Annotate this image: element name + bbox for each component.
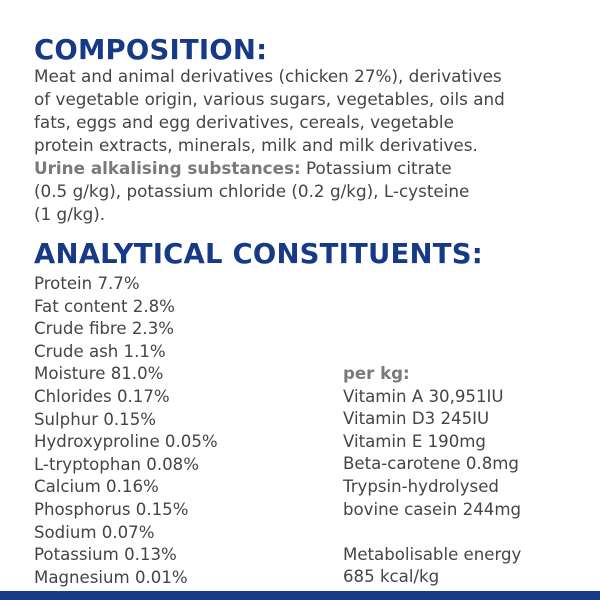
per-kg-item: Vitamin A 30,951IU: [343, 386, 504, 406]
composition-heading: COMPOSITION:: [34, 34, 268, 66]
constituent-item: Calcium 0.16%: [34, 477, 159, 497]
per-kg-item: Vitamin D3 245IU: [343, 409, 490, 429]
constituent-item: Crude ash 1.1%: [34, 341, 166, 361]
composition-line: of vegetable origin, various sugars, vegetables, oils and: [34, 89, 505, 109]
urine-alkalising-first: Potassium citrate: [300, 158, 452, 178]
composition-line: protein extracts, minerals, milk and milk derivatives.: [34, 135, 478, 155]
composition-line: Meat and animal derivatives (chicken 27%), derivatives: [34, 66, 502, 86]
constituent-item: Crude fibre 2.3%: [34, 319, 175, 339]
constituent-item: L-tryptophan 0.08%: [34, 454, 200, 474]
constituent-item: Protein 7.7%: [34, 274, 140, 293]
per-kg-list: [343, 363, 521, 589]
constituent-item: Hydroxyproline 0.05%: [34, 432, 218, 452]
constituent-item: Sodium 0.07%: [34, 522, 155, 542]
bottom-bar: [0, 591, 600, 600]
composition-line: fats, eggs and egg derivatives, cereals, vegetable: [34, 112, 454, 132]
constituents-list: [34, 273, 218, 589]
energy-value: 685 kcal/kg: [343, 567, 440, 587]
urine-alkalising-line: (1 g/kg).: [34, 204, 106, 224]
per-kg-item: Trypsin-hydrolysed: [343, 476, 499, 496]
constituent-item: Magnesium 0.01%: [34, 567, 188, 587]
constituent-item: Chlorides 0.17%: [34, 386, 170, 406]
per-kg-item: Vitamin E 190mg: [343, 431, 486, 451]
per-kg-item: Beta-carotene 0.8mg: [343, 454, 519, 474]
urine-alkalising-line: [34, 157, 594, 180]
constituent-item: Potassium 0.13%: [34, 545, 177, 565]
analytical-constituents-heading: ANALYTICAL CONSTITUENTS:: [34, 238, 483, 270]
per-kg-item: bovine casein 244mg: [343, 499, 522, 519]
constituent-item: Fat content 2.8%: [34, 296, 175, 316]
urine-alkalising-label: Urine alkalising substances:: [34, 158, 301, 178]
constituent-item: Moisture 81.0%: [34, 364, 164, 384]
constituent-item: Sulphur 0.15%: [34, 409, 157, 429]
urine-alkalising-line: (0.5 g/kg), potassium chloride (0.2 g/kg), L-cysteine: [34, 181, 470, 201]
composition-text: [34, 65, 594, 226]
energy-label: Metabolisable energy: [343, 544, 522, 564]
per-kg-label: per kg:: [343, 364, 410, 383]
constituent-item: Phosphorus 0.15%: [34, 499, 189, 519]
spacer: [343, 521, 521, 544]
